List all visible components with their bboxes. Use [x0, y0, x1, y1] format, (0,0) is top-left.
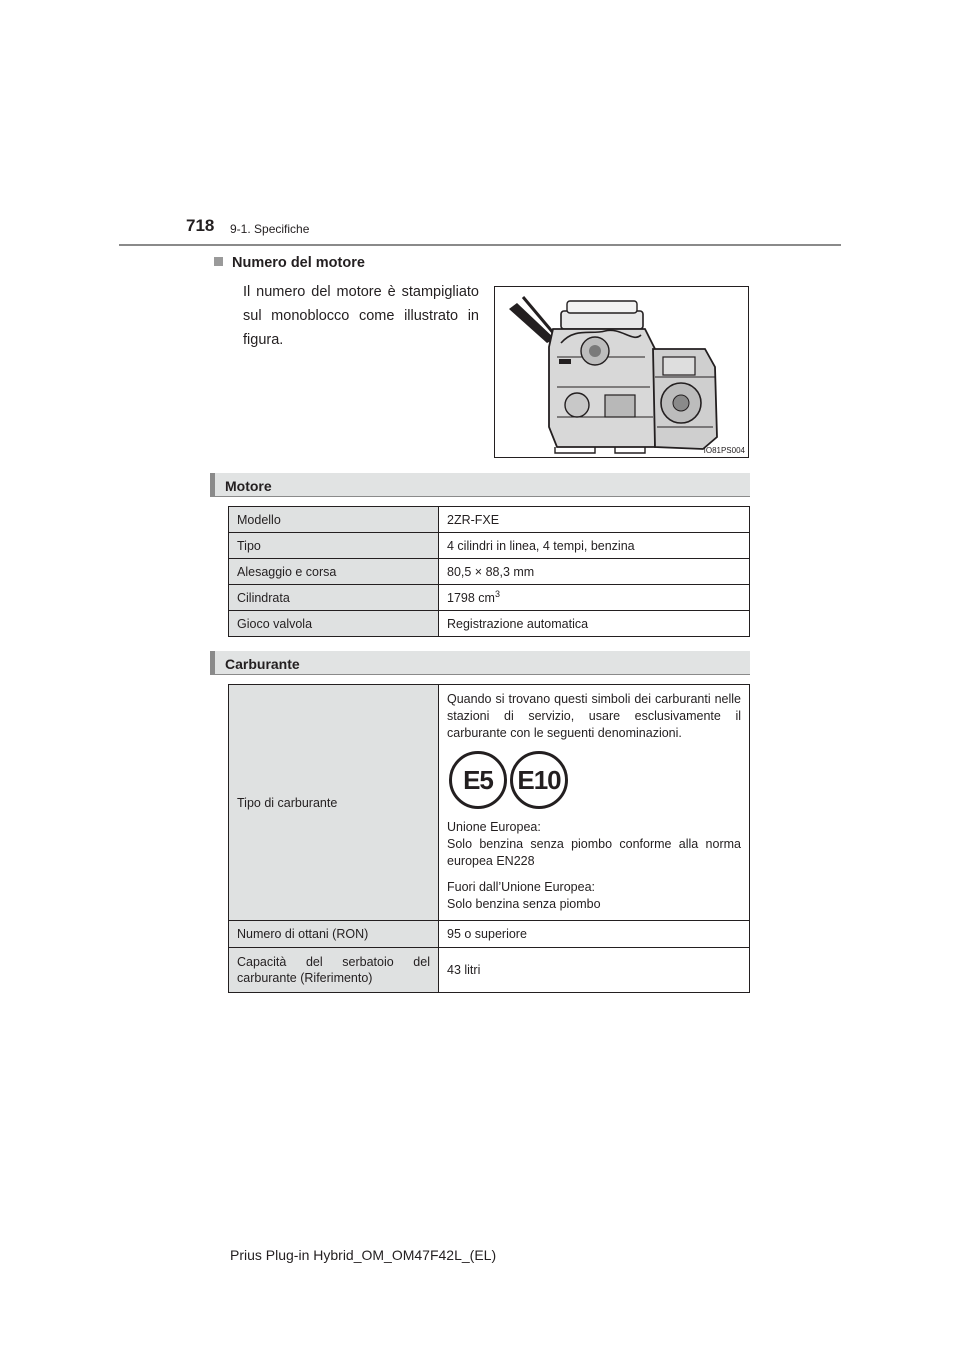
non-eu-fuel-info [447, 879, 741, 913]
engine-drawing-icon [495, 287, 748, 457]
eu-fuel-info [447, 819, 741, 870]
page-number: 718 [186, 216, 215, 235]
spec-value: 95 o superiore [439, 921, 750, 948]
fuel-type-cell [439, 685, 750, 921]
spec-value: 2ZR-FXE [439, 507, 750, 533]
spec-label: Tipo di carburante [229, 685, 439, 921]
spec-value: 1798 cm [447, 591, 495, 606]
spec-label: Tipo [229, 533, 439, 559]
engine-number-text: Il numero del motore è stampigliato sul monoblocco come illustrato in figura. [243, 284, 479, 348]
engine-number-title: Numero del motore [232, 255, 365, 271]
square-bullet-icon [214, 257, 223, 266]
engine-section-title: Motore [225, 478, 272, 494]
spec-value: 43 litri [439, 948, 750, 993]
spec-label: Cilindrata [229, 585, 439, 611]
footer-text: Prius Plug-in Hybrid_OM_OM47F42L_(EL) [230, 1247, 497, 1263]
section-title: 9-1. Specifiche [230, 222, 310, 236]
non-eu-text: Solo benzina senza piombo [447, 897, 601, 911]
table-row [229, 559, 750, 585]
spec-label: Gioco valvola [229, 611, 439, 637]
engine-number-heading [214, 255, 365, 271]
spec-value-cell [439, 585, 750, 611]
spec-label: Modello [229, 507, 439, 533]
table-row [229, 948, 750, 993]
table-row [229, 507, 750, 533]
non-eu-title: Fuori dall’Unione Europea: [447, 880, 596, 894]
spec-label: Alesaggio e corsa [229, 559, 439, 585]
figure-code: IO81PS004 [703, 446, 745, 455]
fuel-section-title: Carburante [225, 656, 300, 672]
table-row [229, 585, 750, 611]
e10-fuel-label-icon: E10 [510, 751, 568, 809]
spec-label: Capacità del serbatoio del carburante (Riferimento) [229, 948, 439, 993]
spec-value: 80,5 × 88,3 mm [439, 559, 750, 585]
engine-illustration [494, 286, 749, 458]
spec-value: 4 cilindri in linea, 4 tempi, benzina [439, 533, 750, 559]
fuel-labels [449, 751, 741, 809]
spec-value: Registrazione automatica [439, 611, 750, 637]
engine-section-bar [210, 473, 750, 497]
fuel-specs-table [228, 684, 750, 993]
spec-value-superscript: 3 [494, 589, 500, 600]
engine-specs-table [228, 506, 750, 637]
table-row [229, 611, 750, 637]
fuel-section-bar [210, 651, 750, 675]
e5-fuel-label-icon: E5 [449, 751, 507, 809]
eu-text: Solo benzina senza piombo conforme alla norma europea EN228 [447, 837, 741, 868]
table-row [229, 533, 750, 559]
table-row [229, 921, 750, 948]
spec-label: Numero di ottani (RON) [229, 921, 439, 948]
header-divider [119, 244, 841, 246]
table-row [229, 685, 750, 921]
eu-title: Unione Europea: [447, 820, 541, 834]
fuel-type-intro: Quando si trovano questi simboli dei carburanti nelle stazioni di servizio, usare esclusivamente il carburante con le seguenti denominazioni. [447, 692, 741, 740]
